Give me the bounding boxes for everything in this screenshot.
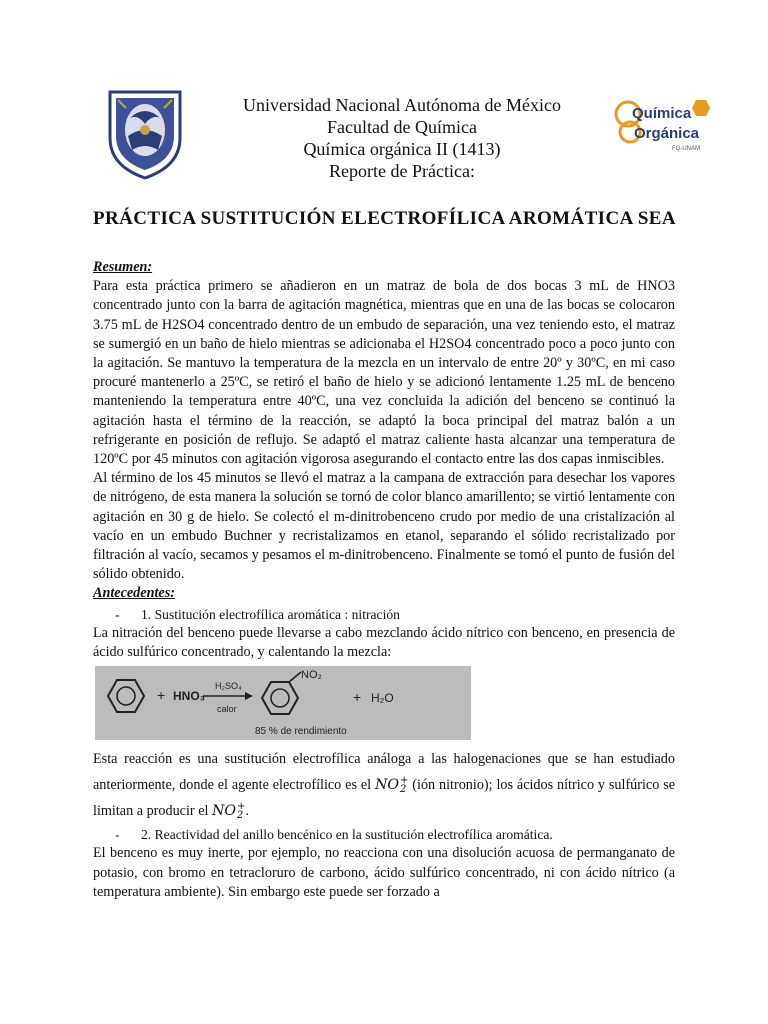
reaction-plus-1: +	[157, 687, 166, 704]
reaction-yield: 85 % de rendimiento	[255, 726, 347, 738]
section-heading-antecedentes: Antecedentes:	[93, 585, 175, 602]
list-item-nitracion-text: 1. Sustitución electrofílica aromática : nitración	[141, 606, 400, 622]
section-heading-resumen: Resumen:	[93, 259, 153, 275]
paragraph-2-part-c: .	[245, 803, 249, 820]
quimica-organica-logo-icon	[612, 96, 716, 156]
nitronium-formula-1: NO + 2	[374, 775, 409, 796]
logo-word-quimica: Química	[632, 105, 692, 122]
antecedentes-paragraph-2	[93, 746, 675, 824]
document-body	[93, 258, 675, 902]
resumen-paragraph-1: Para esta práctica primero se añadieron en un matraz de bola de dos bocas 3 mL de HNO3 concentrado junto con la barra de agitación magnética, mientras que en una de las bocas se colocaron 3.75 mL de H2SO4 concentrado dentro de un embudo de separación, una vez teniendo esto, el matraz se sumergió en un baño de hielo mientras se adicionaba el H2SO4 concentrado poco a poco junto con la agitación. Se mantuvo la temperatura de la mezcla en un intervalo de entre 20º y 30ºC, en mi caso procuré mantenerlo a 25ºC, se retiró el baño de hielo y se adicionó lentamente 1.25 mL de benceno manteniendo la temperatura entre 40ºC, una vez concluida la adición del benceno se continuó la agitación hasta el término de la reacción, se adaptó la boca principal del matraz balón a un refrigerante en posición de reflujo. Se adaptó el matraz caliente hasta alcanzar una temperatura de 120ºC por 45 minutos con agitación vigorosa asegurando el contacto entre las dos capas inmiscibles.	[93, 278, 675, 468]
list-item-reactividad: - 2. Reactividad del anillo bencénico en la sustitución electrofílica aromática.	[115, 827, 553, 843]
reaction-reagent: HNO₃	[173, 689, 206, 704]
header-course: Química orgánica II (1413)	[303, 139, 501, 159]
reaction-plus-2: +	[353, 689, 362, 706]
antecedentes-paragraph-3: El benceno es muy inerte, por ejemplo, no reacciona con una disolución acuosa de permanganato de potasio, con bromo en tetracloruro de carbono, ácido sulfúrico concentrado, ni con ácido nítrico (a temperatura ambiente). Sin embargo este puede ser forzado a	[93, 845, 675, 900]
header-university: Universidad Nacional Autónoma de México	[243, 95, 561, 115]
document-header	[180, 94, 624, 182]
header-report: Reporte de Práctica:	[329, 161, 475, 181]
unam-seal-icon	[104, 84, 186, 180]
nitronium-formula-2: NO + 2	[211, 801, 246, 822]
reaction-condition: calor	[217, 704, 237, 715]
list-item-reactividad-text: 2. Reactividad del anillo bencénico en la sustitución electrofílica aromática.	[141, 827, 553, 843]
paragraph-2-part-b: (ión nitronio); los ácidos nítrico y sulfúrico se limitan a producir el	[93, 777, 676, 820]
document-title: PRÁCTICA SUSTITUCIÓN ELECTROFÍLICA AROMÁTICA SEA	[93, 208, 676, 229]
antecedentes-paragraph-1: La nitración del benceno puede llevarse a cabo mezclando ácido nítrico con benceno, en presencia de ácido sulfúrico concentrado, y calentando la mezcla:	[93, 624, 675, 661]
paragraph-2-part-a: Esta reacción es una sustitución electrofílica análoga a las halogenaciones que se han estudiado anteriormente, donde el agente electrofílico es el	[93, 751, 675, 794]
resumen-paragraph-2: Al término de los 45 minutos se llevó el matraz a la campana de extracción para desechar los vapores de nitrógeno, de esta manera la solución se tornó de color blanco amarillento; se virtió lentamente con agitación en 30 g de hielo. Se colectó el m-dinitrobenceno crudo por medio de una cristalización al vacío en un embudo Buchner y recristalizamos en etanol, separando el sólido recristalizado por filtración al vacío, secamos y pesamos el m-dinitrobenceno. Finalmente se tomó el punto de fusión del sólido obtenido.	[93, 470, 675, 583]
reaction-substituent: NO₂	[301, 669, 322, 682]
reaction-catalyst: H₂SO₄	[215, 681, 242, 692]
header-faculty: Facultad de Química	[327, 117, 477, 137]
logo-word-organica: Orgánica	[634, 125, 700, 142]
nitration-reaction-image	[95, 666, 471, 740]
reaction-byproduct: H₂O	[371, 691, 394, 706]
list-item-nitracion: - 1. Sustitución electrofílica aromática : nitración	[115, 606, 400, 622]
logo-caption: FQ-UNAM	[672, 146, 700, 152]
